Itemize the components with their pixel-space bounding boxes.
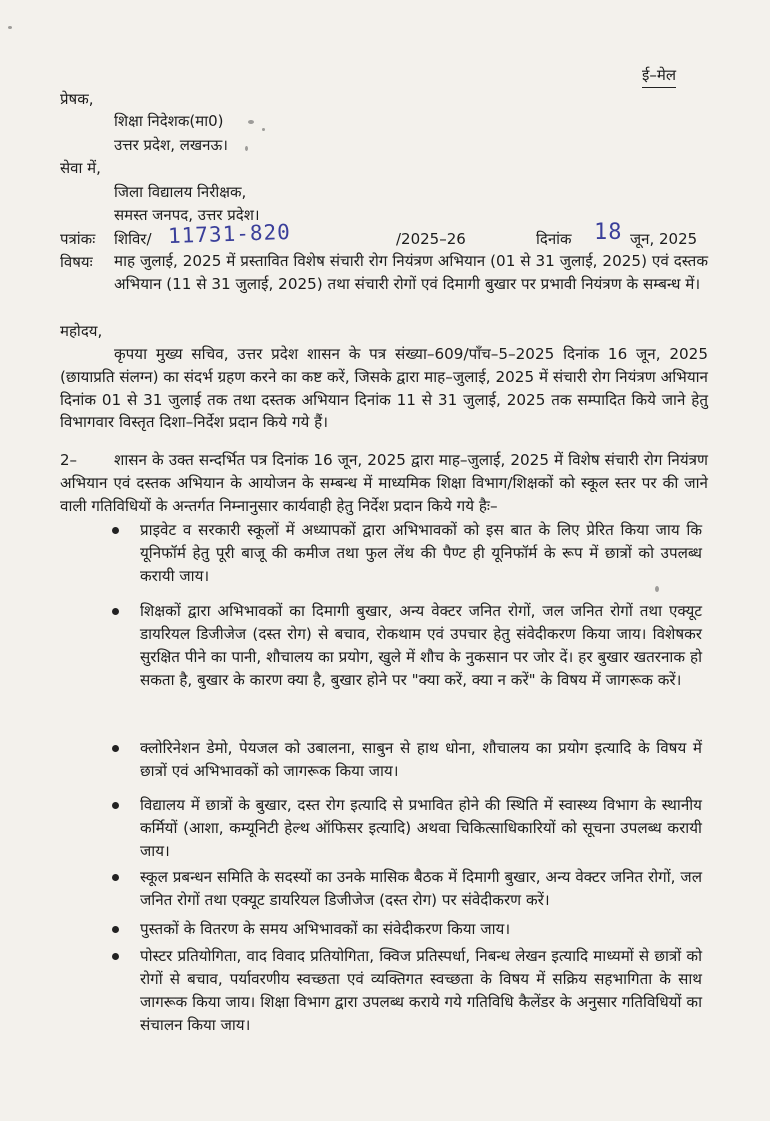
recipient-line-1: जिला विद्यालय निरीक्षक,	[114, 183, 247, 201]
list-item-text: विद्यालय में छात्रों के बुखार, दस्त रोग इत्यादि से प्रभावित होने की स्थिति में स्वास्थ्य विभाग के स्थानीय कर्मियों (आशा, कम्यूनिटी हेल्थ ऑफिसर इत्यादि) अथवा चिकित्साधिकारियों को सूचना उपलब्ध करायी जाय।	[140, 796, 702, 860]
date-label: दिनांक	[536, 230, 572, 248]
bullet-dot	[112, 926, 119, 933]
handwritten-date-day: 18	[594, 220, 623, 245]
reference-year: /2025–26	[396, 230, 466, 248]
salutation: महोदय,	[60, 322, 103, 340]
scan-speck	[248, 120, 254, 124]
list-item	[112, 600, 702, 692]
list-item	[112, 945, 702, 1037]
scan-speck	[262, 128, 265, 131]
paragraph-2-number: 2–	[60, 451, 78, 469]
reference-label: पत्रांकः	[60, 230, 96, 248]
subject-label: विषयः	[60, 253, 93, 271]
paragraph-1: कृपया मुख्य सचिव, उत्तर प्रदेश शासन के पत्र संख्या–609/पाँच–5–2025 दिनांक 16 जून, 2025 (छायाप्रति संलग्न) का संदर्भ ग्रहण करने का कष्ट करें, जिसके द्वारा माह–जुलाई, 2025 में संचारी रोग नियंत्रण अभियान दिनांक 01 से 31 जुलाई तक तथा दस्तक अभियान दिनांक 11 से 31 जुलाई, 2025 तक सम्पादित किये जाने हेतु विभागवार विस्तृत दिशा–निर्देश प्रदान किये गये हैं।	[60, 345, 708, 432]
bullet-dot	[112, 608, 119, 615]
list-item-text: पुस्तकों के वितरण के समय अभिभावकों का संवेदीकरण किया जाय।	[140, 920, 511, 938]
date-rest: जून, 2025	[630, 230, 698, 248]
list-item	[112, 737, 702, 783]
scan-speck	[655, 586, 659, 592]
list-item	[112, 794, 702, 863]
handwritten-letter-number: 11731-820	[167, 219, 292, 249]
list-item-text: क्लोरिनेशन डेमो, पेयजल को उबालना, साबुन से हाथ धोना, शौचालय का प्रयोग इत्यादि के विषय में छात्रों एवं अभिभावकों को जागरूक किया जाय।	[140, 739, 702, 780]
list-item-text: प्राइवेट व सरकारी स्कूलों में अध्यापकों द्वारा अभिभावकों को इस बात के लिए प्रेरित किया जाय कि यूनिफॉर्म हेतु पूरी बाजू की कमीज तथा फुल लेंथ की पैण्ट ही यूनिफॉर्म के रूप में छात्रों को उपलब्ध करायी जाय।	[140, 521, 702, 585]
list-item-text: पोस्टर प्रतियोगिता, वाद विवाद प्रतियोगिता, क्विज प्रतिस्पर्धा, निबन्ध लेखन इत्यादि माध्यमों से छात्रों को रोगों से बचाव, पर्यावरणीय स्वच्छता एवं व्यक्तिगत स्वच्छता के विषय में सक्रिय सहभागिता के साथ जागरूक किया जाय। शिक्षा विभाग द्वारा उपलब्ध कराये गये गतिविधि कैलेंडर के अनुसार गतिविधियों का संचालन किया जाय।	[140, 947, 702, 1034]
paragraph-2-text: शासन के उक्त सन्दर्भित पत्र दिनांक 16 जून, 2025 द्वारा माह–जुलाई, 2025 में विशेष संचारी रोग नियंत्रण अभियान एवं दस्तक अभियान के आयोजन के सम्बन्ध में माध्यमिक शिक्षा विभाग/शिक्षकों को स्कूल स्तर पर की जाने वाली गतिविधियों के अन्तर्गत निम्नानुसार कार्यवाही हेतु निर्देश प्रदान किये गये हैः–	[60, 451, 708, 515]
bullet-dot	[112, 745, 119, 752]
list-item-text: स्कूल प्रबन्धन समिति के सदस्यों का उनके मासिक बैठक में दिमागी बुखार, अन्य वेक्टर जनित रोगों, जल जनित रोगों तथा एक्यूट डायरियल डिजीजेज (दस्त रोग) पर संवेदीकरण करें।	[140, 868, 702, 909]
sender-line-2: उत्तर प्रदेश, लखनऊ।	[114, 136, 228, 154]
list-item	[112, 866, 702, 912]
scan-speck	[8, 26, 12, 29]
email-mark: ई–मेल	[642, 64, 676, 88]
list-item	[112, 519, 702, 588]
scan-speck	[245, 146, 248, 151]
reference-prefix: शिविर/	[114, 230, 152, 248]
bullet-dot	[112, 802, 119, 809]
subject-text: माह जुलाई, 2025 में प्रस्तावित विशेष संचारी रोग नियंत्रण अभियान (01 से 31 जुलाई, 2025) एवं दस्तक अभियान (11 से 31 जुलाई, 2025) तथा संचारी रोगों एवं दिमागी बुखार पर प्रभावी नियंत्रण के सम्बन्ध में।	[114, 252, 708, 293]
bullet-dot	[112, 527, 119, 534]
sender-label: प्रेषक,	[60, 90, 94, 108]
sender-line-1: शिक्षा निदेशक(मा0)	[114, 112, 224, 130]
list-item	[112, 918, 702, 941]
bullet-dot	[112, 874, 119, 881]
recipient-line-2: समस्त जनपद, उत्तर प्रदेश।	[114, 206, 260, 224]
bullet-dot	[112, 953, 119, 960]
recipient-label: सेवा में,	[60, 159, 101, 177]
list-item-text: शिक्षकों द्वारा अभिभावकों का दिमागी बुखार, अन्य वेक्टर जनित रोगों, जल जनित रोगों तथा एक्यूट डायरियल डिजीजेज (दस्त रोग) से बचाव, रोकथाम एवं उपचार हेतु संवेदीकरण किया जाय। विशेषकर सुरक्षित पीने का पानी, शौचालय का प्रयोग, खुले में शौच के नुकसान पर जोर दें। हर बुखार खतरनाक हो सकता है, बुखार के कारण क्या है, बुखार होने पर "क्या करें, क्या न करें" के विषय में जागरूक करें।	[140, 602, 702, 689]
